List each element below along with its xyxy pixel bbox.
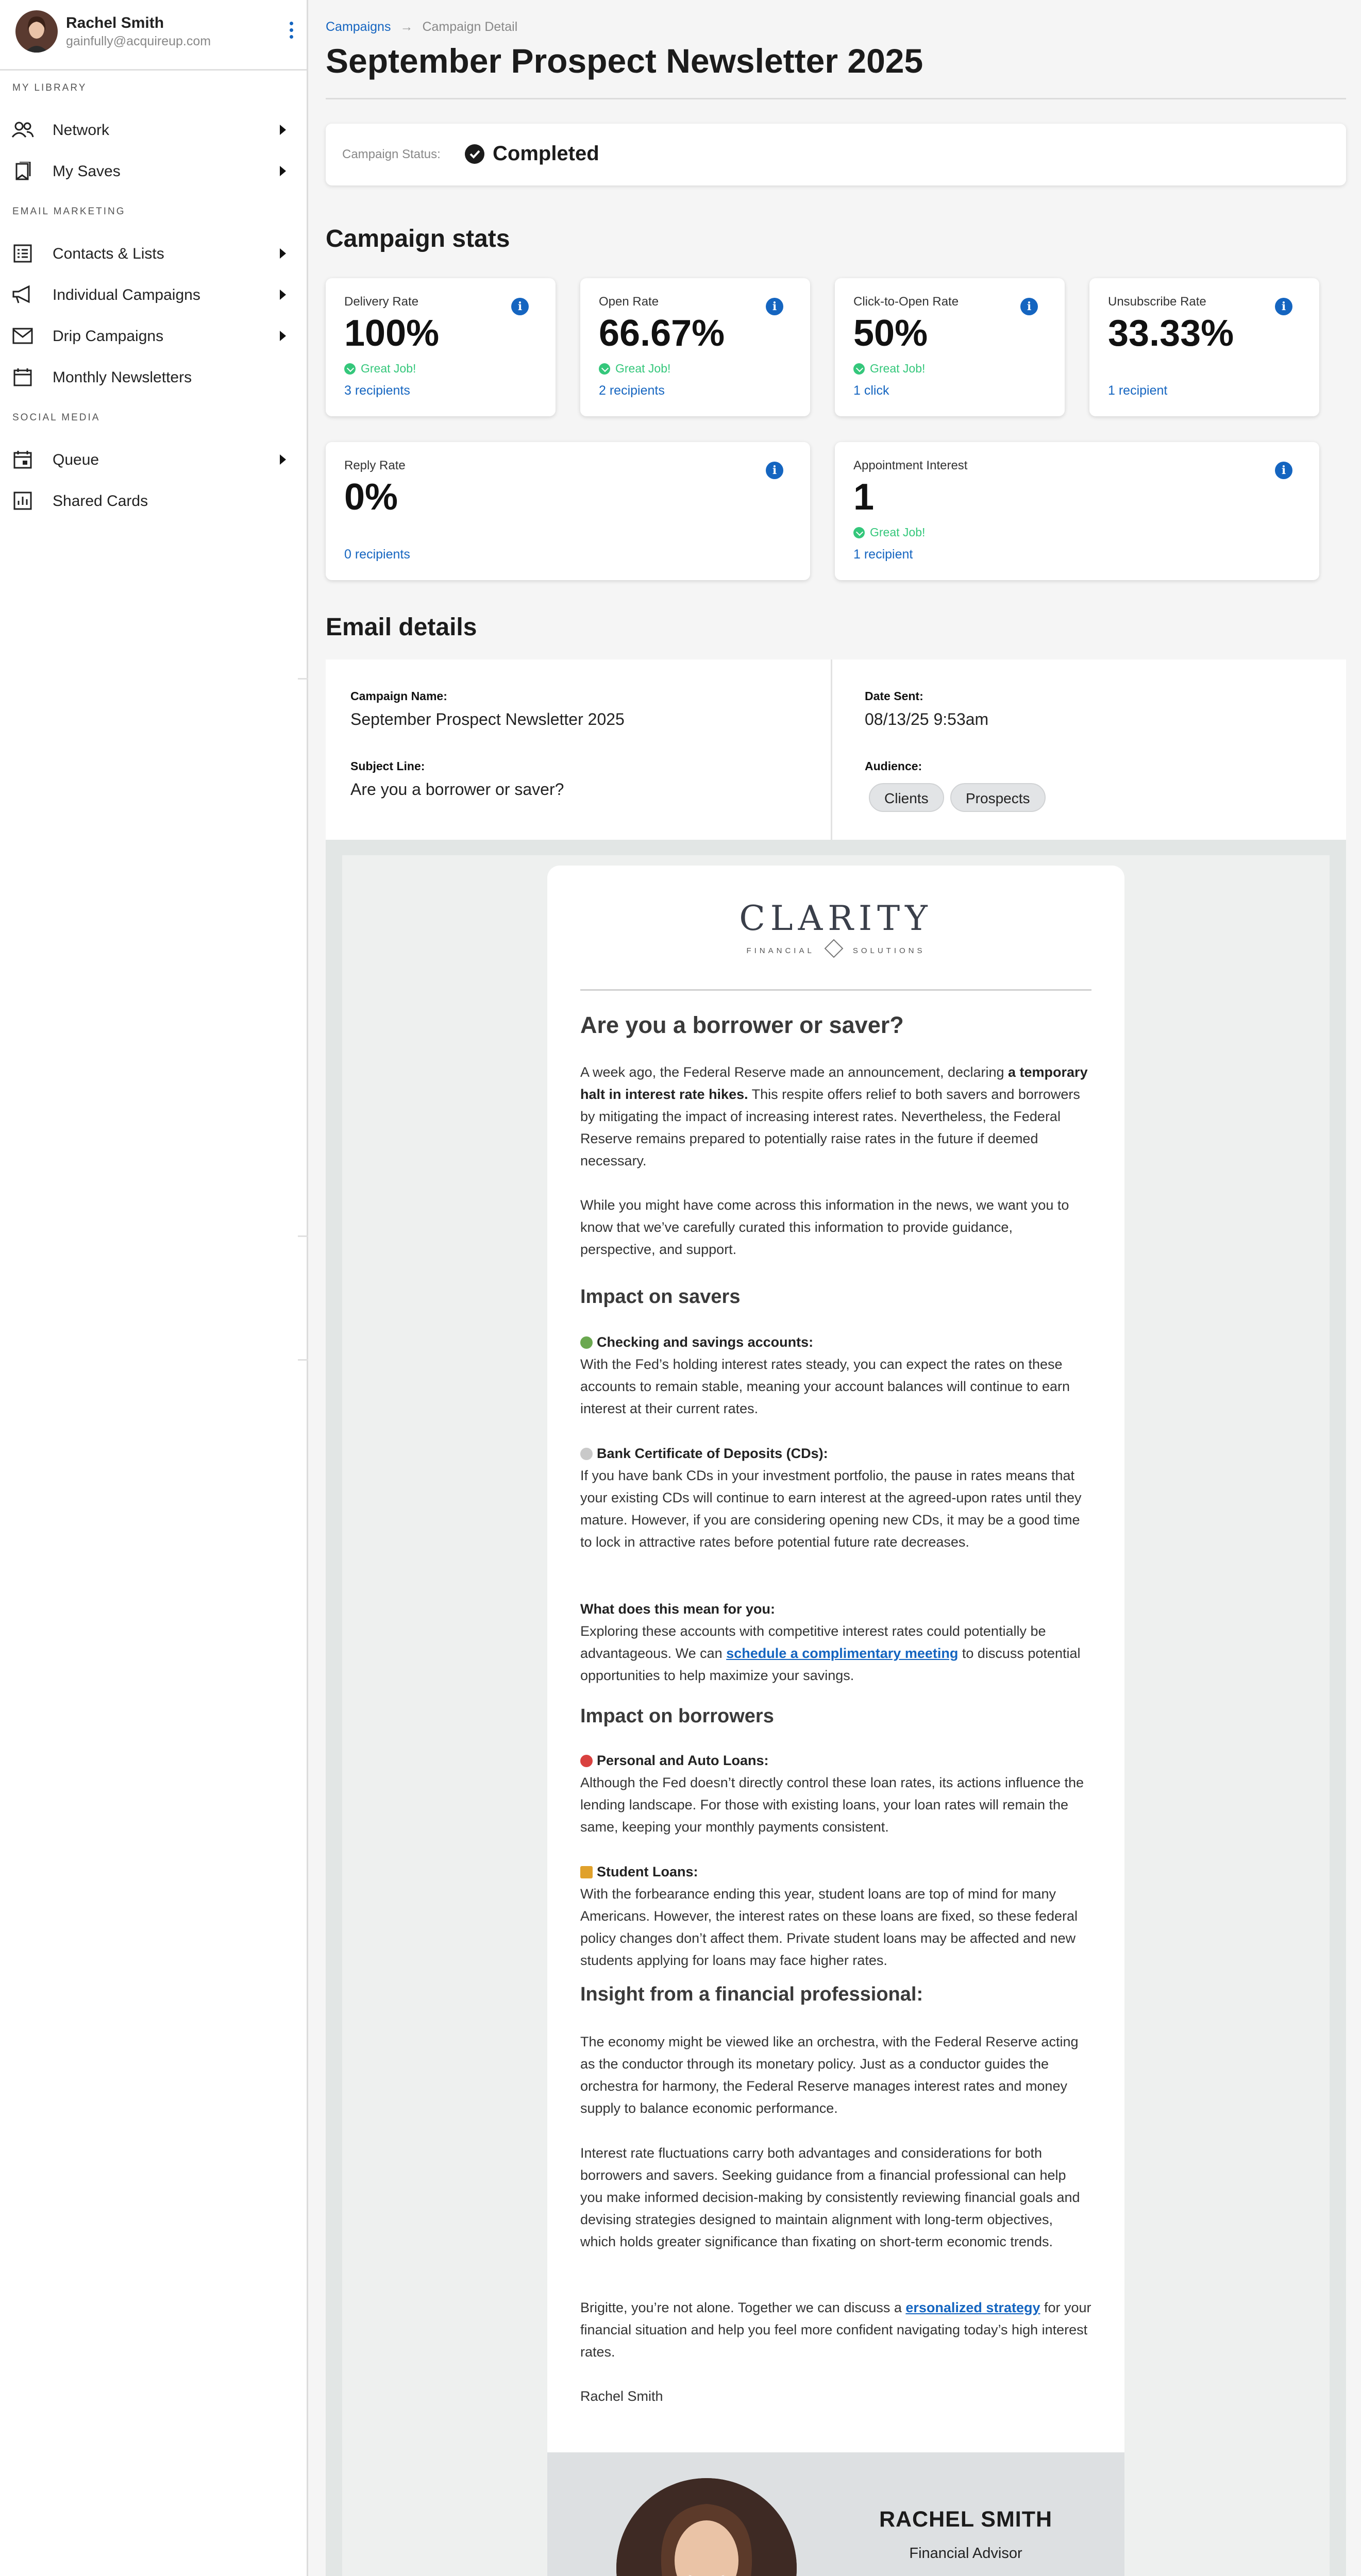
info-icon[interactable]: i [1275,298,1292,315]
text: to discuss potential opportunities to help maximize your savings. [580,1646,1081,1683]
bold-text: Student Loans: [597,1864,698,1879]
audience-label: Audience: [865,759,922,773]
email-title: Are you a borrower or saver? [580,1012,904,1038]
advisor-role: Financial Advisor [909,2545,1022,2562]
recipients-link[interactable]: 0 recipients [344,547,410,562]
stat-card-open-rate [580,278,810,416]
sidebar-item-drip-campaigns[interactable] [0,316,307,355]
text: If you have bank CDs in your investment portfolio, the pause in rates means that your existing CDs will continue to earn interest at the agreed-upon rates until they mature. However, if you are considering opening new CDs, it may be a good time to lock in attractive rates before potential future rate decreases. [580,1468,1082,1550]
text: Although the Fed doesn’t directly control these loan rates, its actions influence the lending landscape. For those with existing loans, your loan rates will remain the same, keeping your monthly payments consistent. [580,1775,1084,1835]
text: Exploring these accounts with competitive interest rates could potentially be advantageous. We can [580,1623,1046,1661]
stat-value: 33.33% [1108,313,1234,354]
sidebar-item-my-saves[interactable] [0,151,307,191]
email-paragraph [580,1443,1091,1553]
subject-line-label: Subject Line: [350,759,425,773]
hourglass-emoji-icon [580,1866,593,1878]
list-icon [11,244,34,263]
check-circle-icon [344,363,356,375]
stat-value: 1 [853,477,875,518]
sidebar-item-contacts-lists[interactable] [0,234,307,273]
calendar-queue-icon [11,450,34,469]
stat-label: Unsubscribe Rate [1108,295,1206,309]
stat-value: 50% [853,313,928,354]
stat-label: Delivery Rate [344,295,419,309]
info-icon[interactable]: i [1020,298,1038,315]
text: With the forbearance ending this year, student loans are top of mind for many Americans. However, the interest rates on these loans are fixed, so these federal policy changes don’t affect them. Private student loans may be affected and new students applying for loans may face higher rates. [580,1886,1078,1968]
divider [831,659,832,840]
email-paragraph: While you might have come across this information in the news, we want you to know that we’ve carefully curated this information to provide guidance, perspective, and support. [580,1197,1069,1257]
campaign-stats-heading: Campaign stats [326,225,510,252]
text: Brigitte, you’re not alone. Together we can discuss a [580,2300,906,2315]
badge-text: Great Job! [870,362,926,375]
people-icon [11,121,34,139]
caret-right-icon [280,331,286,341]
info-icon[interactable]: i [1275,462,1292,479]
bold-text: Personal and Auto Loans: [597,1753,769,1768]
email-details-card [326,659,1346,840]
breadcrumb-current: Campaign Detail [422,20,518,34]
clarity-logo: CLARITY [739,899,933,938]
sidebar-item-label: Network [53,122,110,139]
info-icon[interactable]: i [511,298,529,315]
stat-value: 66.67% [599,313,725,354]
stat-card-click-to-open-rate [835,278,1065,416]
campaign-name-value: September Prospect Newsletter 2025 [350,710,625,728]
diamond-icon [824,939,843,958]
status-label: Campaign Status: [342,147,441,161]
divider [298,678,308,680]
info-icon[interactable]: i [766,462,783,479]
great-job-badge [344,362,416,376]
great-job-badge [599,362,670,376]
divider [326,98,1346,99]
info-icon[interactable]: i [766,298,783,315]
recipients-link[interactable]: 1 recipient [853,547,913,562]
audience-chip: Clients [869,783,944,812]
badge-text: Great Job! [615,362,671,375]
check-circle-icon [599,363,610,375]
sidebar [0,0,308,2576]
great-job-badge [853,362,925,376]
page-title: September Prospect Newsletter 2025 [326,42,923,80]
recipients-link[interactable]: 3 recipients [344,383,410,398]
stat-card-unsubscribe-rate [1089,278,1319,416]
divider [298,1235,308,1237]
stat-label: Reply Rate [344,459,406,472]
sidebar-item-label: Monthly Newsletters [53,369,192,386]
check-circle-icon [853,527,865,538]
sidebar-item-individual-campaigns[interactable] [0,275,307,314]
more-options-icon[interactable] [290,22,295,42]
recipients-link[interactable]: 2 recipients [599,383,665,398]
bold-text: What does this mean for you: [580,1601,776,1617]
email-paragraph [580,2297,1091,2363]
text: A week ago, the Federal Reserve made an announcement, declaring [580,1064,1009,1080]
stat-card-reply-rate [326,442,810,580]
date-sent-value: 08/13/25 9:53am [865,710,989,728]
recipients-link[interactable]: 1 recipient [1108,383,1168,398]
section-title-email-marketing: EMAIL MARKETING [12,206,126,217]
sidebar-item-shared-cards[interactable] [0,481,307,520]
no-entry-emoji-icon [580,1755,593,1767]
sidebar-item-monthly-newsletters[interactable] [0,358,307,397]
sidebar-item-label: Shared Cards [53,493,148,510]
coin-emoji-icon [580,1448,593,1460]
personalized-strategy-link[interactable]: ersonalized strategy [905,2300,1040,2315]
arrow-right-icon: → [400,20,413,34]
breadcrumb [326,20,517,35]
sidebar-item-queue[interactable] [0,440,307,479]
text: for your financial situation and help you feel more confident navigating today’s high interest rates. [580,2300,1091,2360]
user-profile[interactable] [15,10,304,53]
advisor-name: RACHEL SMITH [879,2507,1053,2532]
megaphone-icon [11,285,34,304]
caret-right-icon [280,125,286,135]
caret-right-icon [280,248,286,259]
logo-sub-left: FINANCIAL [746,946,815,955]
email-paragraph [580,1598,1091,1687]
clicks-link[interactable]: 1 click [853,383,889,398]
stat-value: 100% [344,313,440,354]
sidebar-item-label: Individual Campaigns [53,286,200,303]
email-paragraph [580,1331,1091,1420]
impact-borrowers-heading: Impact on borrowers [580,1705,774,1727]
email-details-heading: Email details [326,614,477,641]
caret-right-icon [280,166,286,176]
subject-line-value: Are you a borrower or saver? [350,780,564,799]
user-email: gainfully@acquireup.com [66,34,211,48]
section-title-social-media: SOCIAL MEDIA [12,412,100,423]
sidebar-item-label: Contacts & Lists [53,245,164,262]
stat-label: Appointment Interest [853,459,968,472]
email-signature: Rachel Smith [580,2388,663,2404]
email-body [547,866,1124,2576]
check-circle-icon [853,363,865,375]
campaign-name-label: Campaign Name: [350,689,447,703]
calendar-icon [11,368,34,386]
sidebar-item-label: My Saves [53,163,121,180]
email-paragraph [580,1061,1091,1172]
logo-subtitle [547,942,1124,955]
divider [0,69,307,71]
sidebar-item-label: Queue [53,451,99,468]
email-paragraph: Interest rate fluctuations carry both advantages and considerations for both borrowers and savers. Seeking guidance from a financial professional can help you make informed decision-making by consistently reviewing financial goals and devising strategies designed to maintain alignment with long-term objectives, which holds greater significance than fixating on short-term economic trends. [580,2145,1080,2249]
divider [580,989,1091,991]
logo-sub-right: SOLUTIONS [852,946,926,955]
stat-value: 0% [344,477,398,518]
bookmark-icon [11,162,34,180]
user-name: Rachel Smith [66,14,164,31]
campaign-status-card [326,124,1346,185]
divider [298,1359,308,1361]
impact-savers-heading: Impact on savers [580,1286,741,1308]
bold-text: a temporary halt in interest rate hikes. [580,1064,1088,1102]
chart-icon [11,492,34,510]
status-value: Completed [493,142,599,165]
badge-text: Great Job! [870,526,926,539]
section-title-my-library: MY LIBRARY [12,82,87,93]
email-paragraph: The economy might be viewed like an orchestra, with the Federal Reserve acting as the conductor through its monetary policy. Just as a conductor guides the orchestra for harmony, the Federal Reserve manages interest rates and money supply to balance economic performance. [580,2034,1079,2116]
audience-chip: Prospects [950,783,1046,812]
email-paragraph [580,1861,1091,1972]
schedule-meeting-link[interactable]: schedule a complimentary meeting [726,1646,959,1661]
stat-label: Click-to-Open Rate [853,295,959,309]
badge-text: Great Job! [361,362,416,375]
date-sent-label: Date Sent: [865,689,923,703]
caret-right-icon [280,454,286,465]
text: This respite offers relief to both savers and borrowers by mitigating the impact of increasing interest rates. Nevertheless, the Federal Reserve remains prepared to potentially raise rates in the future if deemed necessary. [580,1087,1080,1168]
sidebar-item-network[interactable] [0,110,307,149]
insight-heading: Insight from a financial professional: [580,1984,923,2005]
bold-text: Bank Certificate of Deposits (CDs): [597,1446,828,1461]
check-circle-icon [465,144,484,164]
envelope-icon [11,327,34,345]
email-paragraph [580,1750,1091,1838]
text: With the Fed’s holding interest rates steady, you can expect the rates on these accounts to remain stable, meaning your account balances will continue to earn interest at their current rates. [580,1357,1070,1416]
stat-card-appointment-interest [835,442,1319,580]
stat-card-delivery-rate [326,278,556,416]
breadcrumb-campaigns-link[interactable]: Campaigns [326,20,391,34]
caret-right-icon [280,290,286,300]
great-job-badge [853,526,925,539]
stat-label: Open Rate [599,295,659,309]
bold-text: Checking and savings accounts: [597,1334,814,1350]
sidebar-item-label: Drip Campaigns [53,328,164,345]
bank-emoji-icon [580,1336,593,1349]
avatar [15,10,58,53]
